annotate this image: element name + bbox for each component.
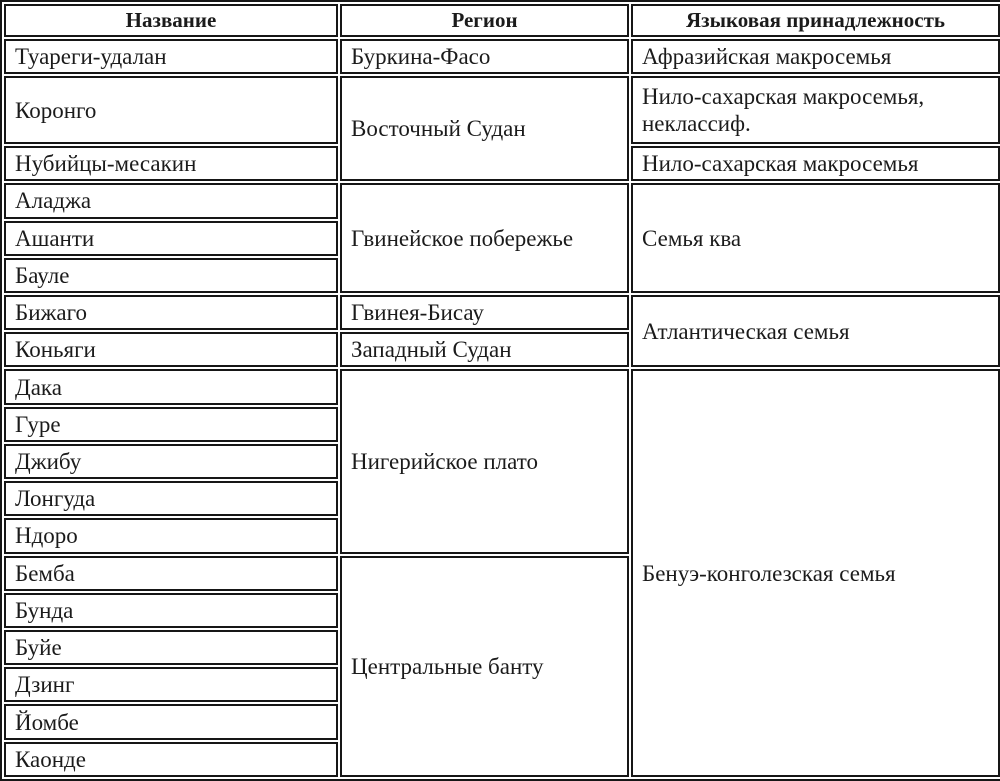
language-cell-afroasiatic: Афразийская макросемья bbox=[631, 39, 1000, 74]
region-cell-central-bantu: Центральные банту bbox=[340, 556, 629, 777]
region-cell-guinea-coast: Гвинейское побережье bbox=[340, 183, 629, 293]
name-cell: Лонгуда bbox=[4, 481, 338, 516]
name-cell: Ашанти bbox=[4, 221, 338, 256]
name-cell: Гуре bbox=[4, 407, 338, 442]
table-row bbox=[4, 183, 1000, 218]
name-cell: Нубийцы-месакин bbox=[4, 146, 338, 181]
header-name: Название bbox=[4, 4, 338, 37]
language-cell-nilo-saharan: Нило-сахарская макросемья bbox=[631, 146, 1000, 181]
header-row bbox=[4, 4, 1000, 37]
name-cell: Ндоро bbox=[4, 518, 338, 553]
header-region: Регион bbox=[340, 4, 629, 37]
name-cell: Бемба bbox=[4, 556, 338, 591]
language-cell-benue-congo: Бенуэ-конголезская семья bbox=[631, 369, 1000, 777]
name-cell: Коньяги bbox=[4, 332, 338, 367]
name-cell: Каонде bbox=[4, 742, 338, 777]
region-cell-west-sudan: Западный Судан bbox=[340, 332, 629, 367]
name-cell: Бижаго bbox=[4, 295, 338, 330]
table-row bbox=[4, 76, 1000, 144]
name-cell: Туареги-удалан bbox=[4, 39, 338, 74]
language-cell-kwa: Семья ква bbox=[631, 183, 1000, 293]
name-cell: Дака bbox=[4, 369, 338, 404]
name-cell: Бунда bbox=[4, 593, 338, 628]
region-cell-east-sudan: Восточный Судан bbox=[340, 76, 629, 181]
language-cell-atlantic: Атлантическая семья bbox=[631, 295, 1000, 367]
name-cell: Бауле bbox=[4, 258, 338, 293]
name-cell: Буйе bbox=[4, 630, 338, 665]
table-row bbox=[4, 39, 1000, 74]
table-row bbox=[4, 369, 1000, 404]
name-cell: Коронго bbox=[4, 76, 338, 144]
region-cell-nigerian-plateau: Нигерийское плато bbox=[340, 369, 629, 553]
name-cell: Аладжа bbox=[4, 183, 338, 218]
region-cell-guinea-bissau: Гвинея-Бисау bbox=[340, 295, 629, 330]
name-cell: Йомбе bbox=[4, 704, 338, 739]
name-cell: Джибу bbox=[4, 444, 338, 479]
language-cell-nilo-saharan-unclassified: Нило-сахарская макросемья, неклассиф. bbox=[631, 76, 1000, 144]
table-row bbox=[4, 295, 1000, 330]
header-language: Языковая принадлежность bbox=[631, 4, 1000, 37]
region-cell-burkina-faso: Буркина-Фасо bbox=[340, 39, 629, 74]
name-cell: Дзинг bbox=[4, 667, 338, 702]
